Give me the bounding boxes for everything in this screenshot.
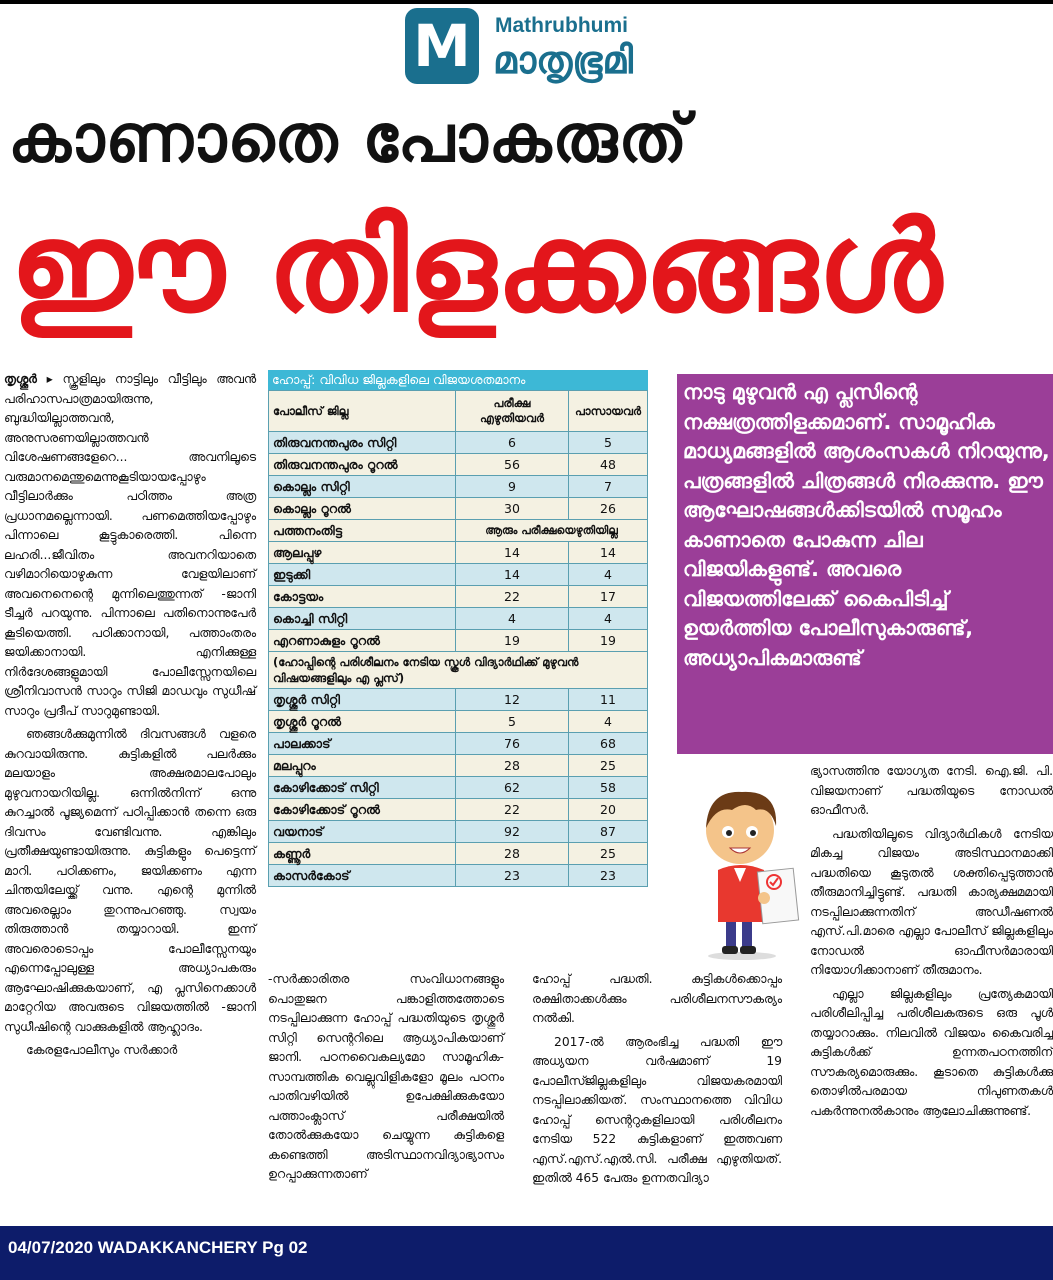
table-body [269, 432, 648, 887]
table-row [269, 777, 648, 799]
table-note-row [269, 652, 648, 689]
district-cell: കണ്ണൂർ [269, 843, 456, 865]
district-cell: തൃശ്ശൂർ റൂറൽ [269, 711, 456, 733]
district-cell: കൊല്ലം സിറ്റി [269, 476, 456, 498]
appeared-cell: 12 [456, 689, 569, 711]
logo-name-malayalam: മാതൃഭൂമി [493, 38, 633, 82]
passed-cell: 4 [569, 564, 648, 586]
table-row [269, 821, 648, 843]
district-cell: എറണാകുളം റൂറൽ [269, 630, 456, 652]
col1-para-1: സ്കൂളിലും നാട്ടിലും വീട്ടിലും അവൻ പരിഹാസപാത്രമായിരുന്നു, ബുദ്ധിയില്ലാത്തവൻ, അനുസരണയില്ലാത്തവൻ വിശേഷണങ്ങളേറെ... അവനിലൂടെ വരുമാനമെന്തുമെന്നുകൂടിയായപ്പോഴും വീട്ടിലാർക്കും പഠിത്തം അത്ര പ്രധാനമല്ലെന്നായി. പണമെത്തിയപ്പോഴും പിന്നാലെ കൂട്ടുകാരെത്തി. പിന്നെ ലഹരി...ജീവിതം അവനറിയാതെ വഴിമാറിയൊഴുകുന്ന വേളയിലാണ് അവനെനെന്റെ മുന്നിലെത്തുന്നത് -ജാനി ടീച്ചർ പറയുന്നു. പിന്നാലെ പതിനൊന്നുപേർ കൂടിയെത്തി. പഠിക്കാനായി, പത്താംതരം ജയിക്കാനായി. എനിക്കുള്ള നിർദേശങ്ങളുമായി പോലീസ്സേനയിലെ ശ്രീനിവാസൻ സാറും സിജി മാഡവും സുധീഷ് സാറും പ്രദീപ് സാറുമുണ്ടായി. [4, 372, 256, 718]
passed-cell: 11 [569, 689, 648, 711]
district-cell: ആലപ്പുഴ [269, 542, 456, 564]
table-row [269, 454, 648, 476]
passed-cell: 68 [569, 733, 648, 755]
appeared-cell: 22 [456, 799, 569, 821]
logo-m-mark: M [405, 8, 479, 84]
passed-cell: 23 [569, 865, 648, 887]
article-column-2 [268, 970, 504, 1189]
passed-cell: 4 [569, 608, 648, 630]
col4-para-3: എല്ലാ ജില്ലകളിലും പ്രത്യേകമായി പരിശീലിപ്പിച്ച പരിശീലകരുടെ ഒരു പൂൾ തയ്യാറാക്കും. നിലവിൽ വിജയം കൈവരിച്ച കുട്ടികൾക്ക് ഉന്നതപഠനത്തിന് സൗകര്യമൊരുക്കും. കൂടാതെ കുട്ടികൾക്കു തൊഴിൽപരമായ നിപുണതകൾ പകർന്നുനൽകാനും ആലോചിക്കുന്നുണ്ട്. [810, 986, 1053, 1118]
table-row [269, 755, 648, 777]
results-grid [268, 390, 648, 887]
district-cell: കോഴിക്കോട് സിറ്റി [269, 777, 456, 799]
col3-para-2: 2017-ൽ ആരംഭിച്ച പദ്ധതി ഈ അധ്യയന വർഷമാണ് 19 പോലീസ്ജില്ലകളിലും വിജയകരമായി നടപ്പിലാക്കിയത്. സംസ്ഥാനത്തെ വിവിധ ഹോപ്പ് സെന്ററുകളിലായി പരിശീലനം നേടിയ 522 കുട്ടികളാണ് ഇത്തവണ എസ്.എസ്.എൽ.സി. പരീക്ഷ എഴുതിയത്. ഇതിൽ 465 പേരും ഉന്നതവിദ്യാ [532, 1034, 782, 1185]
table-row [269, 733, 648, 755]
dateline: തൃശ്ശൂർ ▸ [4, 372, 53, 386]
appeared-cell: 22 [456, 586, 569, 608]
mathrubhumi-logo [405, 8, 735, 90]
district-cell: ഇടുക്കി [269, 564, 456, 586]
table-row [269, 542, 648, 564]
appeared-cell: 30 [456, 498, 569, 520]
passed-cell: 25 [569, 843, 648, 865]
table-row [269, 843, 648, 865]
appeared-cell: 14 [456, 542, 569, 564]
appeared-cell: 19 [456, 630, 569, 652]
passed-cell: 7 [569, 476, 648, 498]
district-cell: കൊല്ലം റൂറൽ [269, 498, 456, 520]
article-column-4 [810, 762, 1053, 1125]
no-exam-note: ആരും പരീക്ഷയെഴുതിയില്ല [456, 520, 648, 542]
passed-cell: 4 [569, 711, 648, 733]
table-row [269, 564, 648, 586]
district-cell: കൊച്ചി സിറ്റി [269, 608, 456, 630]
header-passed: പാസായവർ [569, 391, 648, 432]
district-cell: വയനാട് [269, 821, 456, 843]
appeared-cell: 76 [456, 733, 569, 755]
col1-para-2: ഞങ്ങൾക്കുമുന്നിൽ ദിവസങ്ങൾ വളരെ കുറവായിരുന്നു. കുട്ടികളിൽ പലർക്കും മലയാളം അക്ഷരമാലപോലും മുഴുവനായറിയില്ല. ഒന്നിൽനിന്ന് ഒന്നു കുറച്ചാൽ പൂജ്യമെന്ന് പഠിപ്പിക്കാൻ തന്നെ ഒരു ദിവസം വേണ്ടിവന്നു. എങ്കിലും പ്രതീക്ഷയുണ്ടായിരുന്നു. കുട്ടികളും പെട്ടെന്ന് മാറി. പഠിക്കണം, ജയിക്കണം എന്ന ചിന്തയിലേയ്ക്ക് വന്നു. എന്റെ മുന്നിൽ അവരെല്ലാം തുറന്നുപറഞ്ഞു. സ്വയം തിരുത്താൻ തയ്യാറായി. ഇന്ന് അവരൊടൊപ്പം പോലീസ്സേനയും എന്നെപ്പോലുള്ള അധ്യാപകരും ആഘോഷിക്കുകയാണ്, എ പ്ലസിനെക്കാൾ മാറ്റേറിയ അവരുടെ വിജയത്തിൽ -ജാനി സുധീഷിന്റെ വാക്കുകളിൽ ആഹ്ലാദം. [4, 727, 256, 1034]
col1-para-3: കേരളപോലീസും സർക്കാർ [26, 1043, 178, 1057]
passed-cell: 19 [569, 630, 648, 652]
district-cell: കോഴിക്കോട് റൂറൽ [269, 799, 456, 821]
passed-cell: 58 [569, 777, 648, 799]
table-row [269, 608, 648, 630]
district-cell: തൃശ്ശൂർ സിറ്റി [269, 689, 456, 711]
appeared-cell: 9 [456, 476, 569, 498]
district-cell: പാലക്കാട് [269, 733, 456, 755]
headline-line-1: കാണാതെ പോകരുത് [8, 100, 689, 177]
table-title: ഹോപ്പ്: വിവിധ ജില്ലകളിലെ വിജയശതമാനം [268, 370, 648, 390]
passed-cell: 20 [569, 799, 648, 821]
table-row [269, 799, 648, 821]
passed-cell: 87 [569, 821, 648, 843]
student-illustration [682, 770, 800, 960]
appeared-cell: 28 [456, 755, 569, 777]
a-plus-note: (ഹോപ്പിന്റെ പരിശീലനം നേടിയ സ്കൂൾ വിദ്യാർഥിക്ക് മുഴുവൻ വിഷയങ്ങളിലും എ പ്ലസ്) [269, 652, 648, 689]
district-cell: തിരുവനന്തപുരം റൂറൽ [269, 454, 456, 476]
logo-name-english: Mathrubhumi [495, 14, 628, 37]
top-border [0, 0, 1053, 4]
appeared-cell: 5 [456, 711, 569, 733]
district-cell: മലപ്പുറം [269, 755, 456, 777]
district-cell: കോട്ടയം [269, 586, 456, 608]
table-row-pathanamthitta [269, 520, 648, 542]
appeared-cell: 28 [456, 843, 569, 865]
passed-cell: 26 [569, 498, 648, 520]
table-row [269, 586, 648, 608]
appeared-cell: 23 [456, 865, 569, 887]
table-row [269, 865, 648, 887]
passed-cell: 17 [569, 586, 648, 608]
col4-para-2: പദ്ധതിയിലൂടെ വിദ്യാർഥികൾ നേടിയ മികച്ച വിജയം അടിസ്ഥാനമാക്കി പദ്ധതിയെ കൂടുതൽ ശക്തിപ്പെടുത്താൻ തീരുമാനിച്ചിട്ടുണ്ട്. പദ്ധതി കാര്യക്ഷമമായി നടപ്പിലാക്കുന്നതിന് അഡീഷണൽ എസ്.പി.മാരെ എല്ലാ പോലീസ് ജില്ലകളിലും നോഡൽ ഓഫീസർമാരായി നിയോഗിക്കാനാണ് തീരുമാനം. [810, 826, 1053, 977]
appeared-cell: 14 [456, 564, 569, 586]
col3-para-1: ഹോപ്പ് പദ്ധതി. കുട്ടികൾക്കൊപ്പം രക്ഷിതാക്കൾക്കും പരിശീലനസൗകര്യം നൽകി. [532, 972, 782, 1025]
appeared-cell: 92 [456, 821, 569, 843]
header-district: പോലീസ് ജില്ല [269, 391, 456, 432]
headline-line-2: ഈ തിളക്കങ്ങൾ [10, 196, 942, 340]
appeared-cell: 6 [456, 432, 569, 454]
table-row [269, 630, 648, 652]
article-column-1 [4, 370, 256, 1065]
header-appeared: പരീക്ഷ എഴുതിയവർ [456, 391, 569, 432]
district-cell: തിരുവനന്തപുരം സിറ്റി [269, 432, 456, 454]
appeared-cell: 62 [456, 777, 569, 799]
table-row [269, 498, 648, 520]
passed-cell: 5 [569, 432, 648, 454]
article-column-3 [532, 970, 782, 1193]
table-row [269, 432, 648, 454]
table-row [269, 689, 648, 711]
col4-para-1: ഭ്യാസത്തിനു യോഗ്യത നേടി. ഐ.ജി. പി. വിജയനാണ് പദ്ധതിയുടെ നോഡൽ ഓഫീസർ. [810, 764, 1053, 817]
table-row [269, 711, 648, 733]
district-cell: പത്തനംതിട്ട [269, 520, 456, 542]
appeared-cell: 4 [456, 608, 569, 630]
results-table [268, 370, 648, 887]
callout-text: നാടു മുഴുവൻ എ പ്ലസിന്റെ നക്ഷത്രത്തിളക്കമാണ്. സാമൂഹിക മാധ്യമങ്ങളിൽ ആശംസകൾ നിറയുന്നു, പത്രങ്ങളിൽ ചിത്രങ്ങൾ നിരക്കുന്നു. ഈ ആഘോഷങ്ങൾക്കിടയിൽ സമൂഹം കാണാതെ പോകുന്ന ചില വിജയികളുണ്ട്. അവരെ വിജയത്തിലേക്ക് കൈപിടിച്ച് ഉയർത്തിയ പോലീസുകാരുണ്ട്, അധ്യാപികമാരുണ്ട് [683, 380, 1050, 670]
col2-text: -സർക്കാരിതര സംവിധാനങ്ങളും പൊതുജന പങ്കാളിത്തത്തോടെ നടപ്പിലാക്കുന്ന ഹോപ്പ് പദ്ധതിയുടെ തൃശ്ശൂർ സിറ്റി സെന്ററിലെ ആധ്യാപികയാണ് ജാനി. പഠനവൈകല്യമോ സാമൂഹിക-സാമ്പത്തിക വെല്ലുവിളികളോ മൂലം പഠനം പാതിവഴിയിൽ ഉപേക്ഷിക്കുകയോ പത്താംക്ലാസ് പരീക്ഷയിൽ തോൽക്കുകയോ ചെയ്യുന്ന കുട്ടികളെ കണ്ടെത്തി അടിസ്ഥാനവിദ്യാഭ്യാസം ഉറപ്പാക്കുന്നതാണ് [268, 972, 504, 1181]
passed-cell: 48 [569, 454, 648, 476]
district-cell: കാസർകോട് [269, 865, 456, 887]
footer-date-page: 04/07/2020 WADAKKANCHERY Pg 02 [8, 1238, 308, 1257]
appeared-cell: 56 [456, 454, 569, 476]
passed-cell: 25 [569, 755, 648, 777]
passed-cell: 14 [569, 542, 648, 564]
table-row [269, 476, 648, 498]
